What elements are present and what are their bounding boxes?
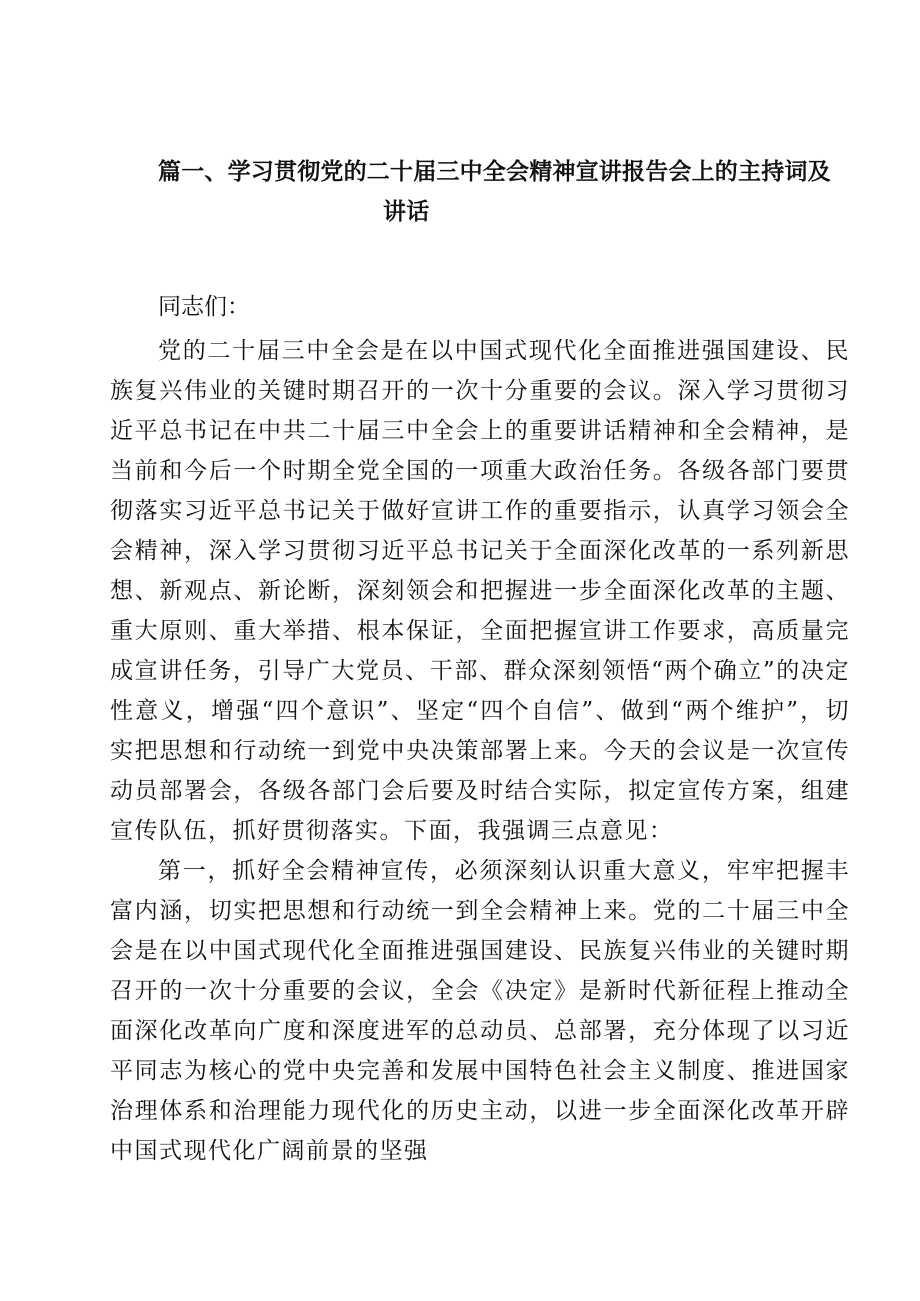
document-title	[158, 152, 858, 232]
salutation: 同志们：	[158, 294, 250, 320]
paragraph-1: 党的二十届三中全会是在以中国式现代化全面推进强国建设、民族复兴伟业的关键时期召开的一次十分重要的会议。深入学习贯彻习近平总书记在中共二十届三中全会上的重要讲话精神和全会精神，是当前和今后一个时期全党全国的一项重大政治任务。各级各部门要贯彻落实习近平总书记关于做好宣讲工作的重要指示，认真学习领会全会精神，深入学习贯彻习近平总书记关于全面深化改革的一系列新思想、新观点、新论断，深刻领会和把握进一步全面深化改革的主题、重大原则、重大举措、根本保证，全面把握宣讲工作要求，高质量完成宣讲任务，引导广大党员、干部、群众深刻领悟“两个确立”的决定性意义，增强“四个意识”、坚定“四个自信”、做到“两个维护”，切实把思想和行动统一到党中央决策部署上来。今天的会议是一次宣传动员部署会，各级各部门会后要及时结合实际，拟定宣传方案，组建宣传队伍，抓好贯彻落实。下面，我强调三点意见：	[110, 338, 850, 844]
title-line-2: 讲话	[383, 199, 430, 225]
paragraph-2: 第一，抓好全会精神宣传，必须深刻认识重大意义，牢牢把握丰富内涵，切实把思想和行动统一到全会精神上来。党的二十届三中全会是在以中国式现代化全面推进强国建设、民族复兴伟业的关键时期召开的一次十分重要的会议，全会《决定》是新时代新征程上推动全面深化改革向广度和深度进军的总动员、总部署，充分体现了以习近平同志为核心的党中央完善和发展中国特色社会主义制度、推进国家治理体系和治理能力现代化的历史主动，以进一步全面深化改革开辟中国式现代化广阔前景的坚强	[110, 858, 850, 1164]
document-body	[110, 287, 850, 1171]
title-line-1: 篇一、学习贯彻党的二十届三中全会精神宣讲报告会上的主持词及	[158, 159, 831, 185]
